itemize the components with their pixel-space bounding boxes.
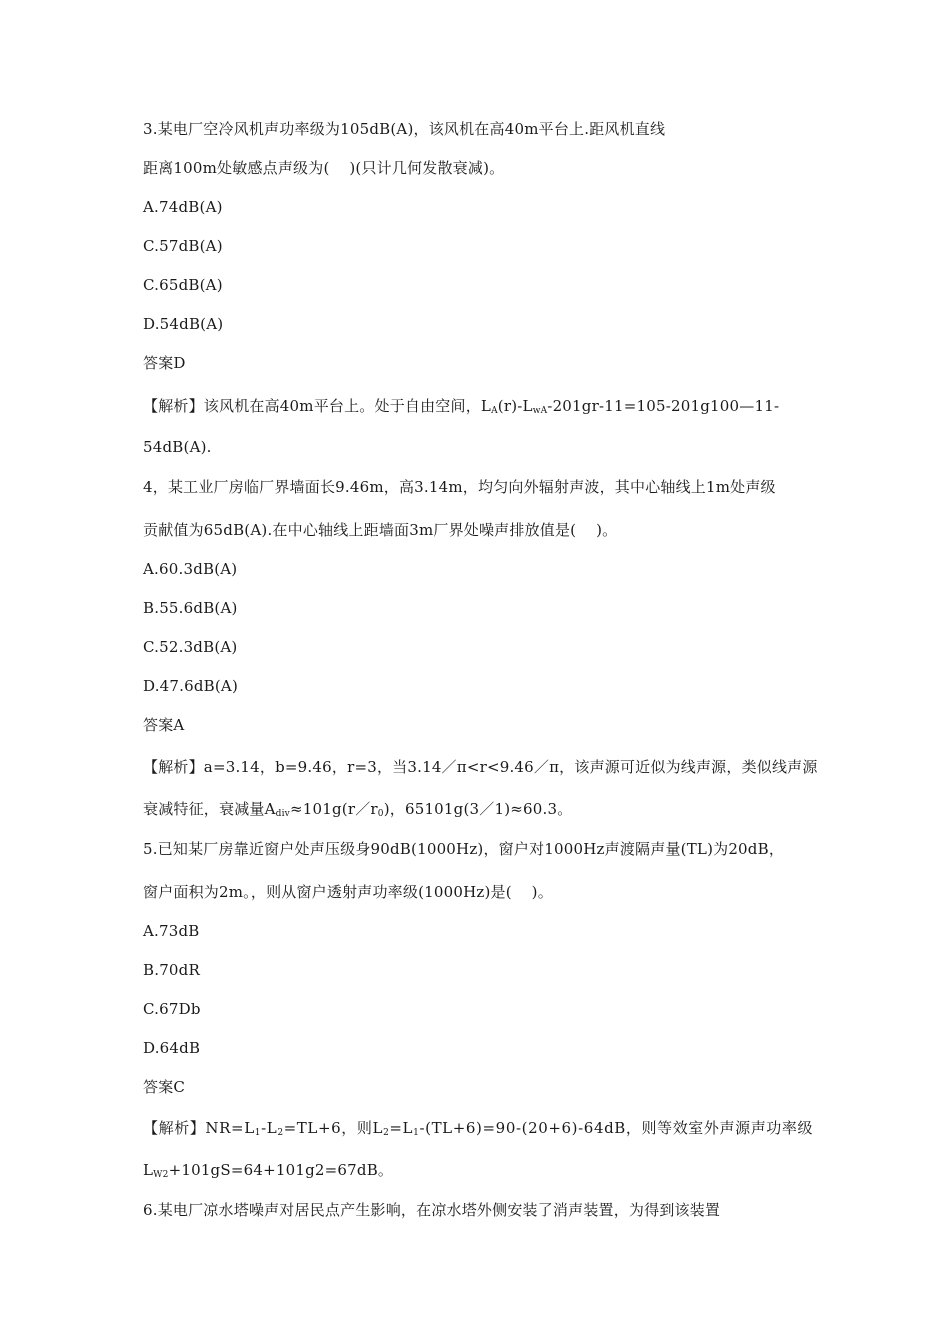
q5-answer: 答案C	[143, 1078, 186, 1096]
q5-analysis-sub-1: 1	[254, 1128, 262, 1138]
q5-option-d: D.64dB	[143, 1039, 201, 1057]
q4-option-a: A.60.3dB(A)	[143, 560, 238, 578]
q4-analysis-line-2	[143, 799, 572, 824]
q3-answer: 答案D	[143, 354, 186, 372]
q5-analysis-text-6: L	[143, 1161, 154, 1179]
q5-option-a: A.73dB	[143, 922, 200, 940]
q4-analysis-sub-2: 0	[377, 809, 384, 819]
q4-analysis-text-2: ≈101g(r／r	[289, 800, 378, 818]
q4-analysis-line-1: 【解析】a=3.14，b=9.46，r=3，当3.14／π<r<9.46／π，该声源可近似为线声源，类似线声源	[143, 758, 818, 776]
q3-option-b: C.57dB(A)	[143, 237, 223, 255]
q5-option-b: B.70dR	[143, 961, 200, 979]
q5-stem-line-1: 5.已知某厂房靠近窗户处声压级身90dB(1000Hz)，窗户对1000Hz声渡隔声量(TL)为20dB，	[143, 840, 785, 858]
q3-analysis-text-2: (r)-L	[497, 397, 533, 415]
q5-analysis-text-1: 【解析】NR=L	[143, 1119, 255, 1137]
q3-option-c: C.65dB(A)	[143, 276, 223, 294]
q5-analysis-sub-5: W2	[153, 1170, 169, 1180]
q4-stem-line-2: 贡献值为65dB(A).在中心轴线上距墙面3m厂界处噪声排放值是( )。	[143, 521, 618, 539]
q5-analysis-line-1	[143, 1118, 813, 1143]
q4-analysis-text-1: 衰减特征，衰减量A	[143, 800, 276, 818]
q5-analysis-text-5: -(TL+6)=90-(20+6)-64dB，则等效室外声源声功率级	[419, 1119, 814, 1137]
q3-analysis-line-2: 54dB(A).	[143, 438, 212, 456]
q3-analysis-line-1	[143, 396, 779, 421]
q4-option-b: B.55.6dB(A)	[143, 599, 238, 617]
q4-option-c: C.52.3dB(A)	[143, 638, 238, 656]
q5-analysis-sub-4: 1	[413, 1128, 420, 1138]
q5-analysis-text-7: +101gS=64+101g2=67dB。	[168, 1161, 394, 1179]
q3-analysis-text-3: -201gr-11=105-201g100—11-	[547, 397, 780, 415]
q4-answer: 答案A	[143, 716, 185, 734]
q5-stem-line-2: 窗户面积为2m。，则从窗户透射声功率级(1000Hz)是( )。	[143, 883, 553, 901]
q5-analysis-sub-2: 2	[277, 1128, 284, 1138]
q3-option-a: A.74dB(A)	[143, 198, 223, 216]
q5-analysis-text-2: -L	[261, 1119, 278, 1137]
q4-option-d: D.47.6dB(A)	[143, 677, 239, 695]
q3-analysis-sub-2: wA	[532, 406, 548, 416]
q5-analysis-sub-3: 2	[383, 1128, 390, 1138]
q4-analysis-sub-1: div	[275, 809, 290, 819]
q5-analysis-text-4: =L	[389, 1119, 414, 1137]
q3-analysis-text-1: 【解析】该风机在高40m平台上。处于自由空间，L	[143, 397, 492, 415]
q4-analysis-text-3: )，65101g(3／1)≈60.3。	[383, 800, 573, 818]
q4-stem-line-1: 4，某工业厂房临厂界墙面长9.46m，高3.14m，均匀向外辐射声波，其中心轴线上1m处声级	[143, 478, 776, 496]
q3-stem-line-2: 距离100m处敏感点声级为( )(只计几何发散衰减)。	[143, 159, 505, 177]
q3-analysis-sub-1: A	[491, 406, 498, 416]
q5-option-c: C.67Db	[143, 1000, 201, 1018]
q3-stem-line-1: 3.某电厂空冷风机声功率级为105dB(A)，该风机在高40m平台上.距风机直线	[143, 120, 666, 138]
q5-analysis-line-2	[143, 1160, 393, 1185]
q3-option-d: D.54dB(A)	[143, 315, 224, 333]
q5-analysis-text-3: =TL+6，则L	[283, 1119, 384, 1137]
q6-stem-line-1: 6.某电厂凉水塔噪声对居民点产生影响，在凉水塔外侧安装了消声装置，为得到该装置	[143, 1201, 721, 1219]
